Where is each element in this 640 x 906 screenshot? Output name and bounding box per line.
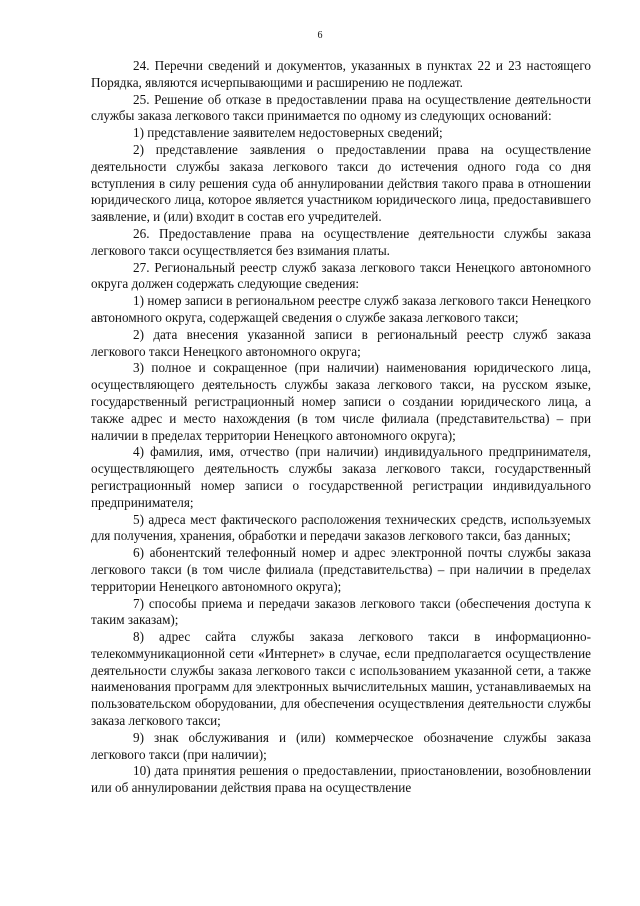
paragraph-27-item-5: 5) адреса мест фактического расположения технических средств, используемых для получения, хранения, обработки и передачи заказов легкового такси, баз данных; [91,511,591,544]
paragraph-27-item-10: 10) дата принятия решения о предоставлении, приостановлении, возобновлении или об аннулировании действия права на осуществление [91,763,591,796]
paragraph-27-item-9: 9) знак обслуживания и (или) коммерческое обозначение службы заказа легкового такси (при наличии); [91,729,591,762]
paragraph-27-item-2: 2) дата внесения указанной записи в региональный реестр служб заказа легкового такси Ненецкого автономного округа; [91,326,591,359]
paragraph-27-item-8: 8) адрес сайта службы заказа легкового такси в информационно-телекоммуникационной сети «Интернет» в случае, если предполагается осуществление деятельности службы заказа легкового такси с использованием указанной сети, а также наименования программ для электронных вычислительных машин, устанавливаемых на пользовательском оборудовании, для обеспечения осуществления деятельности службы заказа легкового такси; [91,629,591,729]
paragraph-27: 27. Региональный реестр служб заказа легкового такси Ненецкого автономного округа должен содержать следующие сведения: [91,259,591,292]
paragraph-25-item-2: 2) представление заявления о предоставлении права на осуществление деятельности службы заказа легкового такси до истечения одного года со дня вступления в силу решения суда об аннулировании действия такого права в отношении юридического лица, которое является участником юридического лица, предоставившего заявление, и (или) входит в состав его учредителей. [91,141,591,225]
paragraph-25: 25. Решение об отказе в предоставлении права на осуществление деятельности службы заказа легкового такси принимается по одному из следующих оснований: [91,91,591,124]
paragraph-27-item-6: 6) абонентский телефонный номер и адрес электронной почты службы заказа легкового такси (в том числе филиала (представительства) – при наличии в пределах территории Ненецкого автономного округа); [91,545,591,594]
paragraph-27-item-7: 7) способы приема и передачи заказов легкового такси (обеспечения доступа к таким заказам); [91,595,591,628]
paragraph-26: 26. Предоставление права на осуществление деятельности службы заказа легкового такси осуществляется без взимания платы. [91,225,591,258]
page-number: 6 [317,30,323,41]
paragraph-27-item-3: 3) полное и сокращенное (при наличии) наименования юридического лица, осуществляющего деятельность службы заказа легкового такси, на русском языке, государственный регистрационный номер записи о создании юридического лица, а также адрес и место нахождения (в том числе филиала (представительства) – при наличии в пределах территории Ненецкого автономного округа); [91,360,591,443]
paragraph-27-item-1: 1) номер записи в региональном реестре служб заказа легкового такси Ненецкого автономного округа, содержащей сведения о службе заказа легкового такси; [91,293,591,325]
paragraph-27-item-4: 4) фамилия, имя, отчество (при наличии) индивидуального предпринимателя, осуществляющего деятельность службы заказа легкового такси, государственный регистрационный номер записи о государственной регистрации индивидуального предпринимателя; [91,444,591,510]
paragraph-24: 24. Перечни сведений и документов, указанных в пунктах 22 и 23 настоящего Порядка, являются исчерпывающими и расширению не подлежат. [91,58,591,90]
document-body [91,58,591,797]
paragraph-25-item-1: 1) представление заявителем недостоверных сведений; [133,125,443,141]
